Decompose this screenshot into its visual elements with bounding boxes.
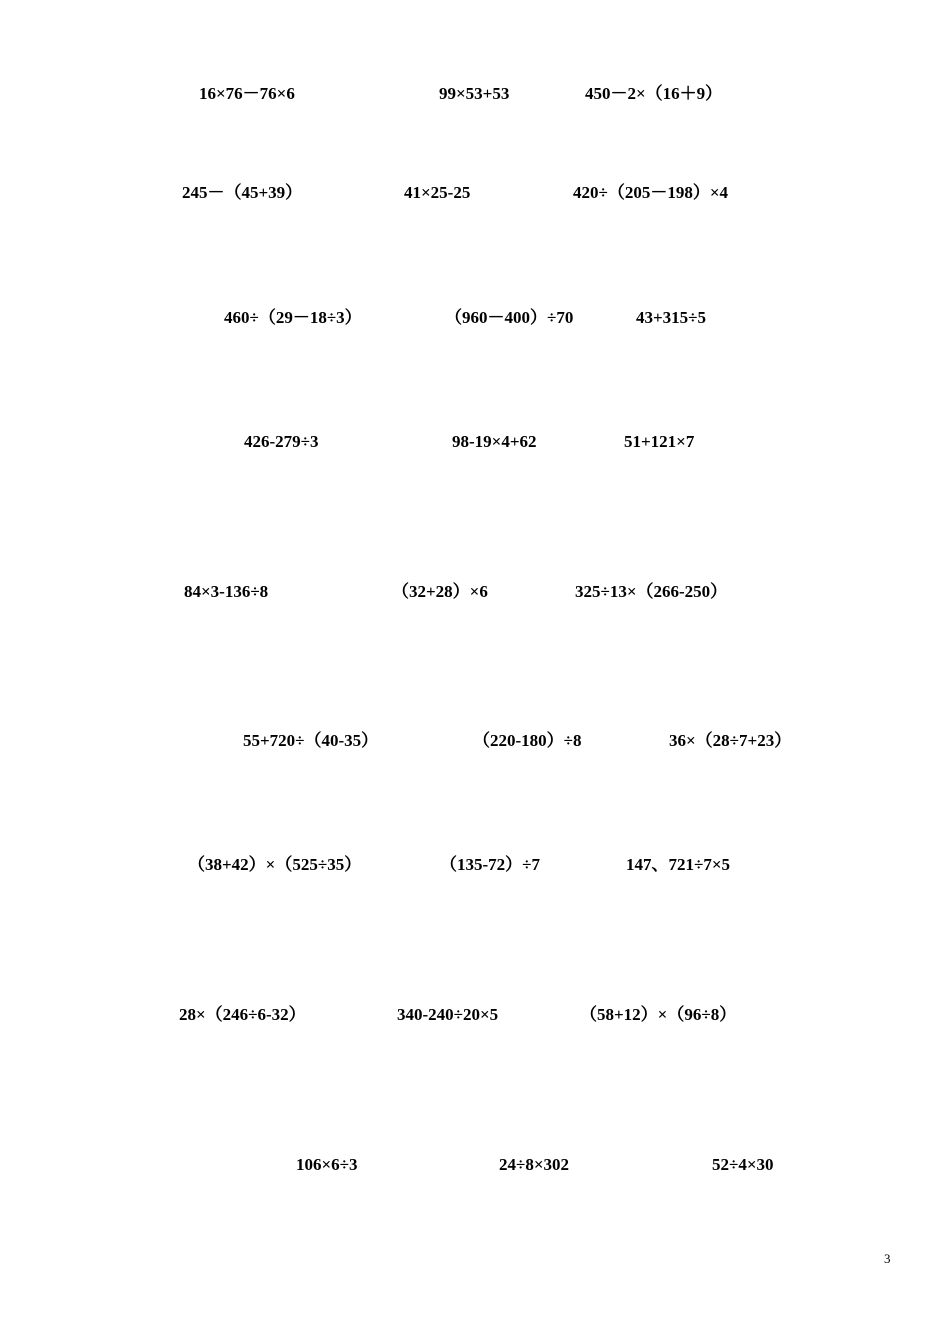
expression: （135-72）÷7 — [440, 855, 540, 874]
expression: 51+121×7 — [624, 432, 695, 451]
expression: 450－2×（16＋9） — [585, 84, 723, 103]
expression: 28×（246÷6-32） — [179, 1005, 306, 1024]
page-number: 3 — [884, 1251, 891, 1266]
expression: 325÷13×（266-250） — [575, 582, 728, 601]
expression: （960－400）÷70 — [445, 308, 574, 327]
expression: 55+720÷（40-35） — [243, 731, 379, 750]
expression: 43+315÷5 — [636, 308, 707, 327]
expression: 426-279÷3 — [244, 432, 319, 451]
expression: （32+28）×6 — [392, 582, 488, 601]
expression: 106×6÷3 — [296, 1155, 358, 1174]
expression: 460÷（29－18÷3） — [224, 308, 362, 327]
expression: 16×76－76×6 — [199, 84, 295, 103]
expression: 98-19×4+62 — [452, 432, 537, 451]
expression: 420÷（205－198）×4 — [573, 183, 729, 202]
expression: （58+12）×（96÷8） — [580, 1005, 737, 1024]
expression: 52÷4×30 — [712, 1155, 774, 1174]
expression: 340-240÷20×5 — [397, 1005, 499, 1024]
expression: 41×25-25 — [404, 183, 471, 202]
expression: 99×53+53 — [439, 84, 510, 103]
expression: 147、721÷7×5 — [626, 855, 731, 874]
expression: 245－（45+39） — [182, 183, 303, 202]
expression: （38+42）×（525÷35） — [188, 855, 362, 874]
expression: 84×3-136÷8 — [184, 582, 269, 601]
expression: 24÷8×302 — [499, 1155, 570, 1174]
expression: （220-180）÷8 — [473, 731, 582, 750]
expression: 36×（28÷7+23） — [669, 731, 792, 750]
